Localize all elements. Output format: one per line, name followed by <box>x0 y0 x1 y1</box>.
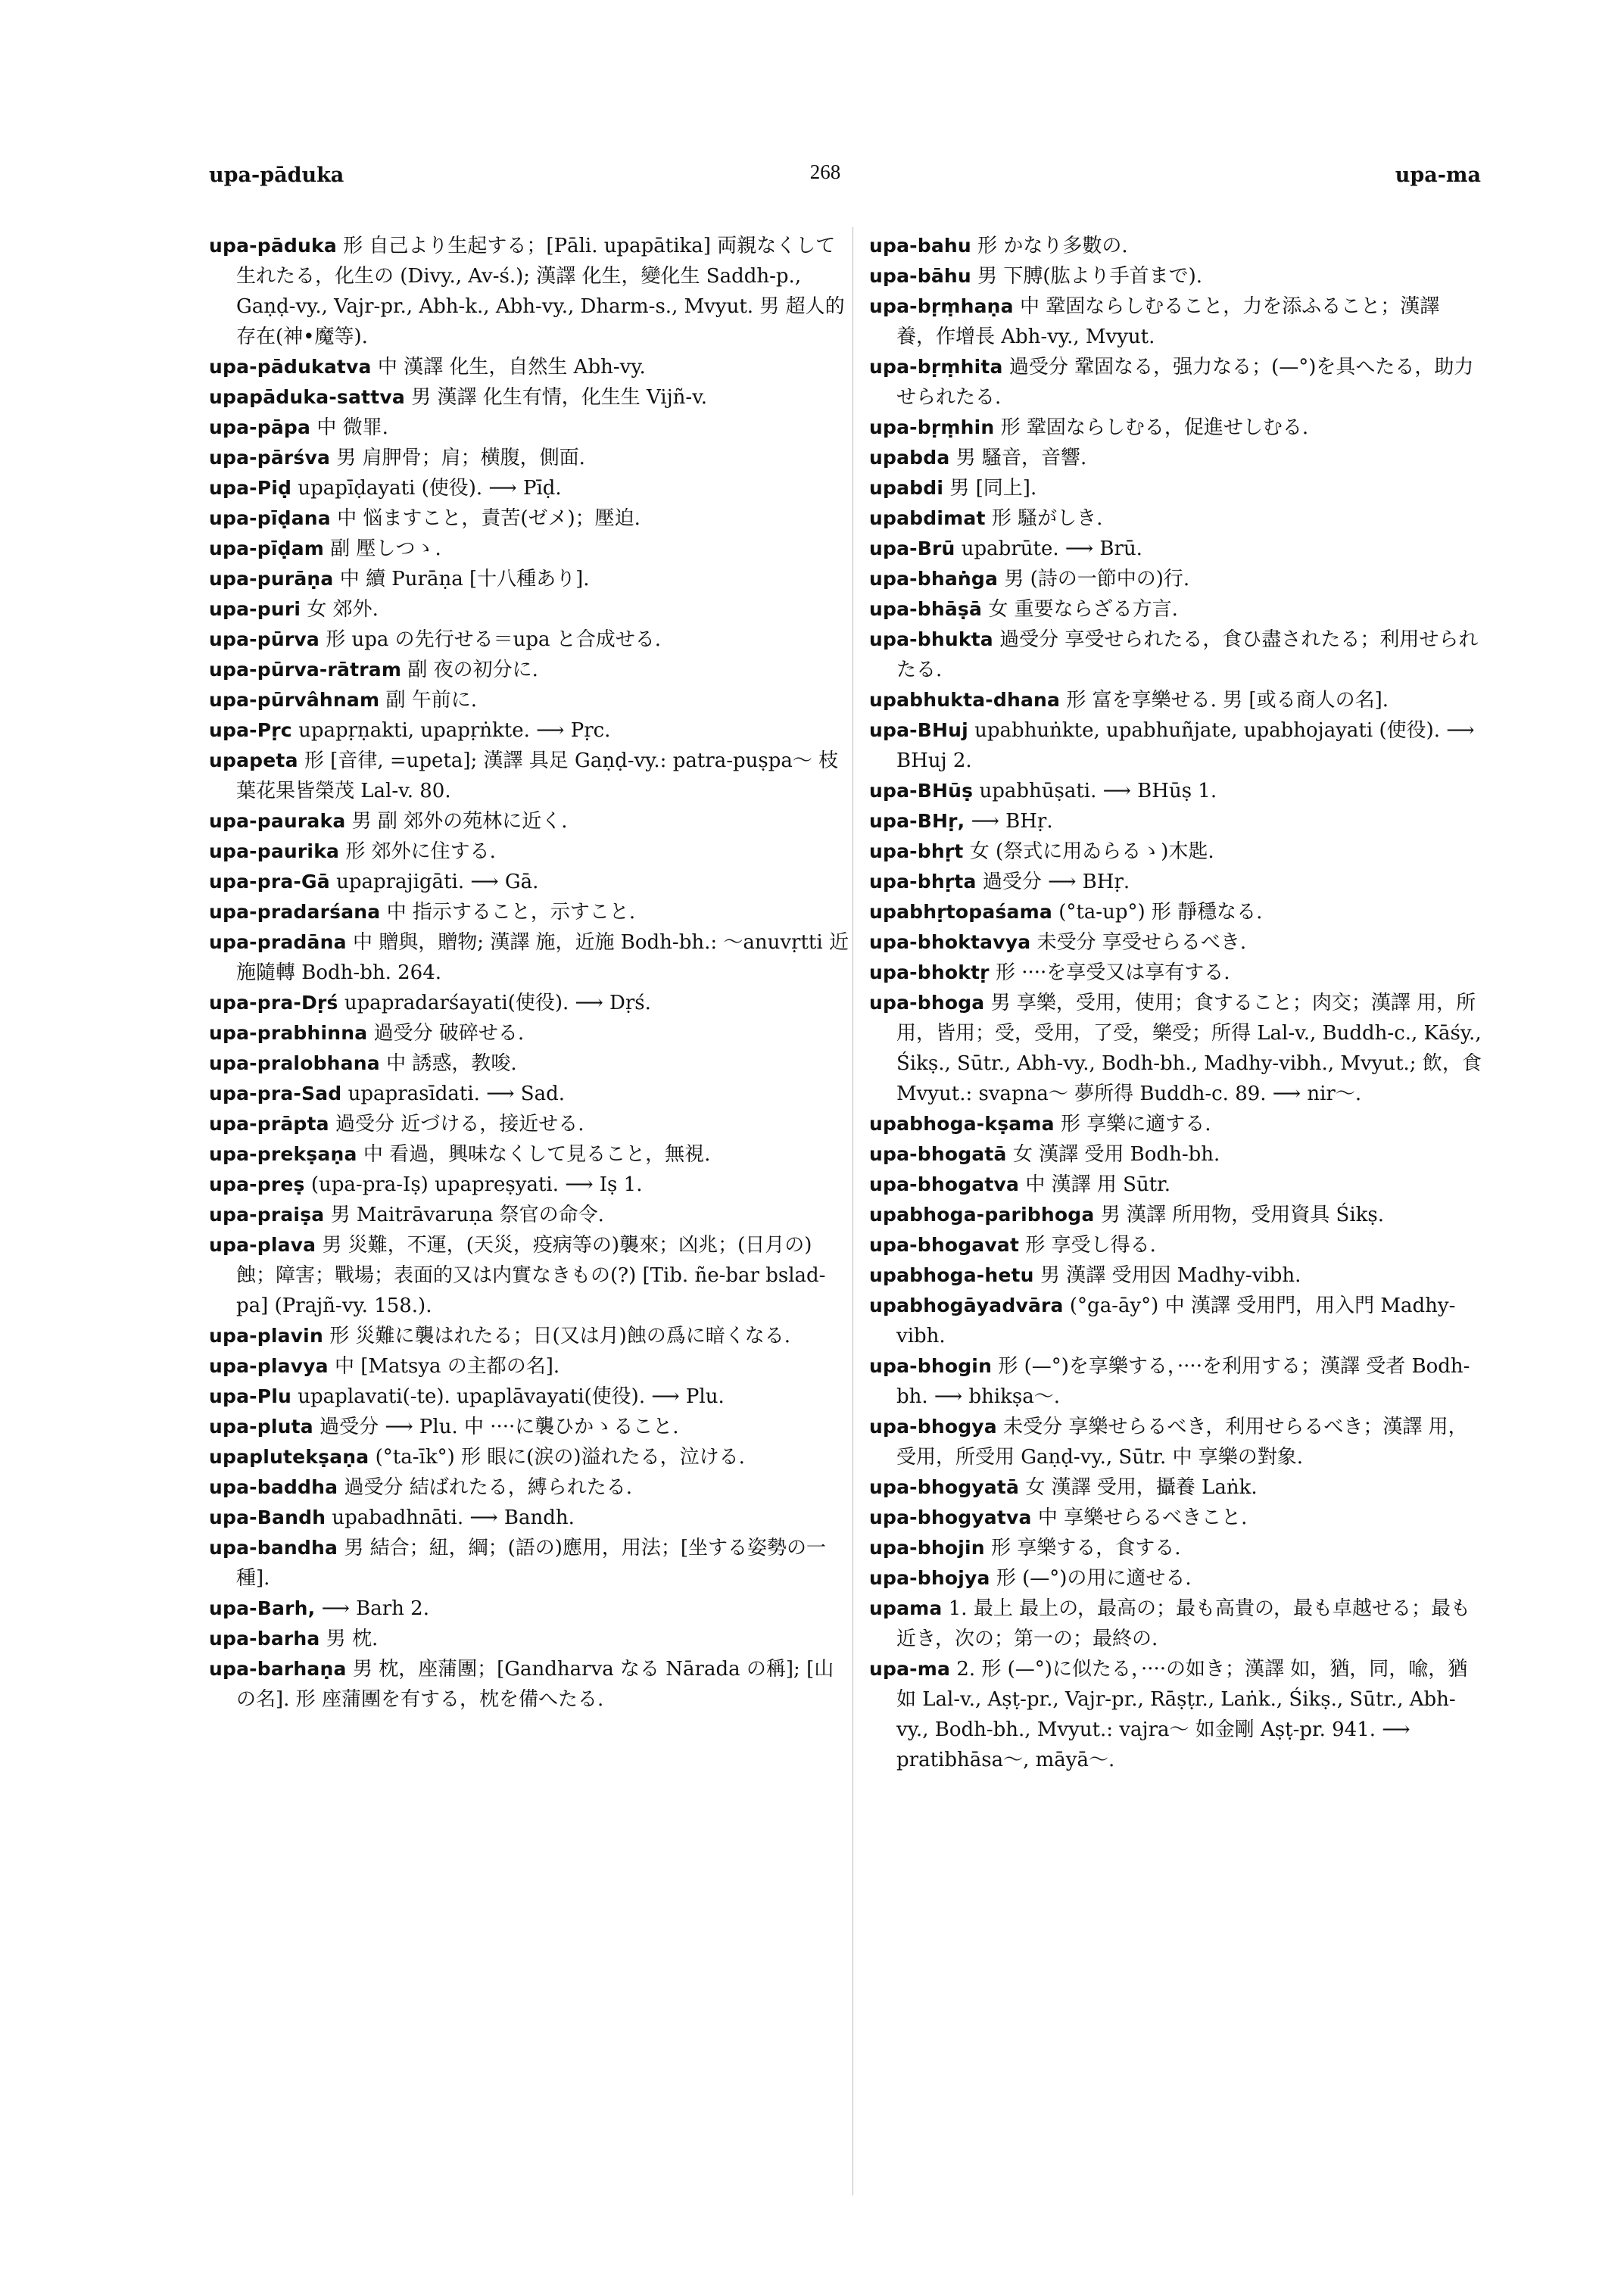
entry-headword: upa-barha <box>209 1628 320 1650</box>
entry-headword: upa-pra-Sad <box>209 1083 342 1104</box>
entry-definition: 過受分 享受せられたる，食ひ盡されたる；利用せられたる. <box>896 628 1479 681</box>
dictionary-entry <box>209 625 849 655</box>
entry-headword: upa-pradāna <box>209 931 347 953</box>
entry-headword: upa-Brū <box>869 537 955 559</box>
entry-definition: upabhuṅkte, upabhuñjate, upabhojayati (使役). ⟶ BHuj 2. <box>896 719 1475 772</box>
dictionary-entry <box>209 473 849 503</box>
dictionary-entry <box>209 1472 849 1503</box>
entry-definition: 形 災難に襲はれたる；日(又は月)蝕の爲に暗くなる. <box>329 1325 791 1347</box>
dictionary-entry <box>209 1382 849 1412</box>
entry-headword: upa-pīḍam <box>209 537 325 559</box>
entry-definition: 中 微罪. <box>316 416 388 439</box>
entry-definition: upaplavati(-te). upaplāvayati(使役). ⟶ Plu. <box>298 1385 725 1408</box>
entry-headword: upa-pārśva <box>209 447 331 469</box>
entry-definition: 形 郊外に住する. <box>345 840 496 863</box>
dictionary-entry <box>869 1139 1482 1170</box>
entry-definition: 男 享樂，受用，使用；食すること；肉交；漢譯 用，所用，皆用；受，受用，了受，樂受；所得 Lal-v., Buddh-c., Kāśy., Śikṣ., Sūtr., Abh-vy., Bodh-bh., Madhy-vibh., Mvyut.; 飲，食 Mvyut.: svapna〜 夢所得 Buddh-c. 89. ⟶ nir〜. <box>896 992 1482 1105</box>
entry-headword: upabhoga-hetu <box>869 1264 1034 1286</box>
entry-definition: 中 誘惑，教唆. <box>386 1052 517 1075</box>
dictionary-entry <box>869 1563 1482 1594</box>
dictionary-entry <box>869 1109 1482 1139</box>
entry-headword: upa-bandha <box>209 1537 338 1559</box>
dictionary-entry <box>209 1230 849 1321</box>
entry-headword: upa-prekṣaṇa <box>209 1143 357 1165</box>
dictionary-entry <box>869 413 1482 443</box>
dictionary-entry <box>209 685 849 715</box>
entry-headword: upa-bhogavat <box>869 1234 1020 1256</box>
dictionary-entry <box>209 1442 849 1472</box>
dictionary-entry <box>869 625 1482 685</box>
entry-definition: 男 [同上]. <box>949 477 1037 500</box>
entry-headword: upa-puri <box>209 598 301 620</box>
entry-definition: 2. 形 (—°)に似たる，····の如き；漢譯 如，猶，同，喩，猶如 Lal-v., Aṣṭ-pr., Vajr-pr., Rāṣṭr., Laṅk., Śikṣ., Sūtr., Abh-vy., Bodh-bh., Mvyut.: vajra〜 如金剛 Aṣṭ-pr. 941. ⟶ pratibhāsa〜, māyā〜. <box>896 1658 1468 1771</box>
dictionary-entry <box>869 1412 1482 1472</box>
entry-definition: upabadhnāti. ⟶ Bandh. <box>332 1506 575 1529</box>
dictionary-entry <box>869 261 1482 291</box>
entry-headword: upa-pradarśana <box>209 901 381 923</box>
entry-headword: upa-bhoga <box>869 992 985 1014</box>
dictionary-entry <box>209 867 849 897</box>
entry-headword: upa-baddha <box>209 1476 338 1498</box>
entry-definition: 中 享樂せらるべきこと. <box>1037 1506 1248 1529</box>
entry-headword: upabhogāyadvāra <box>869 1294 1064 1316</box>
entry-definition: 形 ····を享受又は享有する. <box>995 961 1230 984</box>
entry-headword: upabdi <box>869 477 944 499</box>
entry-headword: upa-BHṛ, <box>869 810 965 832</box>
dictionary-entry <box>209 1170 849 1200</box>
dictionary-entry <box>209 1139 849 1170</box>
entry-definition: 中 續 Purāṇa [十八種あり]. <box>339 568 590 590</box>
dictionary-entry <box>209 1018 849 1048</box>
dictionary-entry <box>209 231 849 352</box>
entry-headword: upabda <box>869 447 950 469</box>
entry-definition: 中 [Matsya の主都の名]. <box>335 1355 560 1378</box>
entry-headword: upa-plavin <box>209 1325 323 1347</box>
entry-headword: upa-prabhinna <box>209 1022 368 1044</box>
dictionary-entry <box>869 1260 1482 1291</box>
entry-definition: 男 漢譯 化生有情，化生生 Vijñ-v. <box>411 386 708 409</box>
entry-headword: upa-bhṛt <box>869 840 964 862</box>
dictionary-entry <box>209 413 849 443</box>
entry-definition: 形 自己より生起する；[Pāli. upapātika] 両親なくして生れたる，化生の (Divy., Av-ś.); 漢譯 化生，變化生 Saddh-p., Gaṇḍ-vy., Vajr-pr., Abh-k., Abh-vy., Dharm-s., Mvyut. 男 超人的存在(神•魔等). <box>236 235 845 348</box>
dictionary-entry <box>869 1472 1482 1503</box>
entry-headword: upa-pralobhana <box>209 1052 380 1074</box>
entry-definition: 過受分 結ばれたる，縛られたる. <box>344 1476 632 1499</box>
entry-headword: upama <box>869 1597 943 1619</box>
entry-headword: upa-pāpa <box>209 416 311 438</box>
dictionary-entry <box>869 897 1482 927</box>
entry-definition: (°ta-up°) 形 靜穩なる. <box>1058 901 1263 924</box>
dictionary-entry <box>209 443 849 473</box>
entry-definition: 過受分 破碎せる. <box>373 1022 525 1045</box>
dictionary-entry <box>209 1200 849 1230</box>
entry-headword: upa-barhaṇa <box>209 1658 347 1680</box>
dictionary-entry <box>869 594 1482 625</box>
dictionary-entry <box>209 1624 849 1654</box>
entry-headword: upa-pra-Gā <box>209 871 330 893</box>
entry-headword: upa-preṣ <box>209 1173 305 1195</box>
entry-definition: 未受分 享受せらるべき. <box>1036 931 1247 954</box>
entry-headword: upa-praiṣa <box>209 1204 325 1226</box>
entry-headword: upa-bhāṣā <box>869 598 983 620</box>
entry-headword: upa-bāhu <box>869 265 971 287</box>
entry-headword: upapeta <box>209 749 298 771</box>
dictionary-entry <box>869 837 1482 867</box>
entry-headword: upa-bhogyatā <box>869 1476 1020 1498</box>
dictionary-entry <box>209 1048 849 1079</box>
entry-headword: upa-BHūṣ <box>869 780 974 802</box>
entry-headword: upa-bhojya <box>869 1567 990 1589</box>
dictionary-entry <box>869 564 1482 594</box>
dictionary-entry <box>869 1291 1482 1351</box>
entry-headword: upa-bṛṃhita <box>869 356 1003 378</box>
entry-definition: 中 贈與，贈物; 漢譯 施，近施 Bodh-bh.: 〜anuvṛtti 近施隨轉 Bodh-bh. 264. <box>236 931 849 984</box>
entry-headword: upa-pluta <box>209 1416 313 1438</box>
entry-definition: 形 鞏固ならしむる，促進せしむる. <box>1000 416 1309 439</box>
entry-headword: upaplutekṣaṇa <box>209 1446 369 1468</box>
entry-headword: upa-pīḍana <box>209 507 331 529</box>
entry-headword: upa-pūrvâhnam <box>209 689 380 711</box>
entry-definition: 中 悩ますこと，責苦(ゼメ)；壓迫. <box>337 507 641 530</box>
entry-definition: 形 [音律, =upeta]; 漢譯 具足 Gaṇḍ-vy.: patra-puṣpa〜 枝葉花果皆榮茂 Lal-v. 80. <box>236 749 839 802</box>
dictionary-entry <box>869 503 1482 534</box>
dictionary-entry <box>209 1079 849 1109</box>
entry-definition: (°ga-āy°) 中 漢譯 受用門，用入門 Madhy-vibh. <box>896 1294 1456 1347</box>
entry-definition: upabrūte. ⟶ Brū. <box>961 537 1142 560</box>
entry-definition: 中 鞏固ならしむること，力を添ふること；漢譯 養，作增長 Abh-vy., Mvyut. <box>896 295 1440 348</box>
dictionary-entry <box>209 503 849 534</box>
entry-headword: upa-bhogatā <box>869 1143 1007 1165</box>
entry-definition: 中 漢譯 用 Sūtr. <box>1025 1173 1170 1196</box>
entry-definition: ⟶ BHṛ. <box>971 810 1053 833</box>
entry-headword: upa-pādukatva <box>209 356 372 378</box>
entry-definition: 女 郊外. <box>307 598 379 621</box>
entry-definition: 男 枕. <box>326 1628 379 1650</box>
dictionary-entry <box>869 1654 1482 1775</box>
entry-headword: upa-pra-Dṛś <box>209 992 338 1014</box>
entry-definition: 男 漢譯 所用物，受用資具 Śikṣ. <box>1100 1204 1385 1226</box>
entry-definition: 男 結合；紐，綱；(語の)應用，用法；[坐する姿勢の一種]. <box>236 1537 827 1590</box>
entry-headword: upabhṛtopaśama <box>869 901 1052 923</box>
entry-headword: upa-Plu <box>209 1385 292 1407</box>
entry-headword: upa-Pṛc <box>209 719 292 741</box>
entry-definition: 男 副 郊外の苑林に近く. <box>351 810 568 833</box>
page-number: 268 <box>809 160 841 183</box>
entry-definition: 形 享受し得る. <box>1025 1234 1156 1257</box>
dictionary-entry <box>869 1594 1482 1654</box>
entry-headword: upabdimat <box>869 507 986 529</box>
entry-headword: upa-purāṇa <box>209 568 334 590</box>
entry-headword: upa-pauraka <box>209 810 346 832</box>
running-head-left: upa-pāduka <box>209 164 344 187</box>
entry-headword: upa-bhogyatva <box>869 1506 1032 1528</box>
dictionary-entry <box>869 988 1482 1109</box>
entry-definition: (upa-pra-Iṣ) upapreṣyati. ⟶ Iṣ 1. <box>310 1173 643 1196</box>
entry-definition: 女 漢譯 受用，攝養 Laṅk. <box>1025 1476 1258 1499</box>
entry-headword: upa-pūrva-rātram <box>209 659 402 681</box>
entry-headword: upa-bṛṃhaṇa <box>869 295 1014 317</box>
entry-definition: upaprasīdati. ⟶ Sad. <box>348 1083 565 1105</box>
entry-definition: 女 (祭式に用ゐらるゝ)木匙. <box>969 840 1214 863</box>
entry-definition: 男 肩胛骨；肩；横腹，側面. <box>336 447 585 469</box>
entry-definition: 形 (—°)の用に適せる. <box>996 1567 1192 1590</box>
entry-definition: 男 騷音，音響. <box>955 447 1087 469</box>
entry-headword: upa-bhukta <box>869 628 993 650</box>
dictionary-entry <box>869 1170 1482 1200</box>
entry-definition: 1. 最上 最上の，最高の；最も高貴の，最も卓越せる；最も近き，次の；第一の；最終の. <box>896 1597 1471 1650</box>
dictionary-entry <box>209 564 849 594</box>
entry-definition: 中 看過，興味なくして見ること，無視. <box>363 1143 711 1166</box>
entry-headword: upa-Barh, <box>209 1597 316 1619</box>
entry-headword: upabhoga-paribhoga <box>869 1204 1095 1226</box>
dictionary-entry <box>869 776 1482 806</box>
dictionary-entry <box>209 715 849 746</box>
dictionary-entry <box>869 958 1482 988</box>
entry-definition: upaprajigāti. ⟶ Gā. <box>336 871 539 893</box>
dictionary-entry <box>209 1654 849 1715</box>
entry-headword: upa-bhogatva <box>869 1173 1020 1195</box>
entry-headword: upa-plava <box>209 1234 316 1256</box>
dictionary-entry <box>869 231 1482 261</box>
entry-definition: ⟶ Barh 2. <box>321 1597 429 1620</box>
entry-definition: upapīḍayati (使役). ⟶ Pīḍ. <box>298 477 562 500</box>
dictionary-entry <box>869 1533 1482 1563</box>
dictionary-entry <box>209 837 849 867</box>
entry-definition: 形 (—°)を享樂する，····を利用する；漢譯 受者 Bodh-bh. ⟶ bhikṣa〜. <box>896 1355 1470 1408</box>
entry-definition: 副 夜の初分に. <box>407 659 538 681</box>
entry-definition: 過受分 近づける，接近せる. <box>335 1113 584 1136</box>
entry-definition: 中 指示すること，示すこと. <box>386 901 636 924</box>
entry-definition: (°ta-īk°) 形 眼に(涙の)溢れたる，泣ける. <box>375 1446 745 1469</box>
entry-headword: upa-plavya <box>209 1355 329 1377</box>
dictionary-entry <box>209 927 849 988</box>
entry-definition: 男 災難，不運，(天災，疫病等の)襲來；凶兆；(日月の)蝕；障害；戰場；表面的又は内實なきもの(?) [Tib. ñe-bar bslad-pa] (Prajñ-vy. 158.). <box>236 1234 826 1317</box>
entry-definition: 過受分 鞏固なる，强力なる；(—°)を具へたる，助力せられたる. <box>896 356 1474 409</box>
entry-headword: upa-pūrva <box>209 628 320 650</box>
dictionary-entry <box>869 352 1482 413</box>
dictionary-entry <box>209 1533 849 1594</box>
dictionary-entry <box>869 1503 1482 1533</box>
dictionary-entry <box>209 897 849 927</box>
dictionary-entry <box>209 534 849 564</box>
entry-definition: 形 享樂に適する. <box>1060 1113 1211 1136</box>
dictionary-entry <box>869 685 1482 715</box>
entry-headword: upa-bahu <box>869 235 971 257</box>
dictionary-entry <box>209 746 849 806</box>
entry-headword: upa-BHuj <box>869 719 968 741</box>
entry-definition: 男 枕，座蒲團；[Gandharva なる Nārada の稱]; [山の名]. 形 座蒲團を有する，枕を備へたる. <box>236 1658 834 1711</box>
entry-headword: upa-bhogin <box>869 1355 993 1377</box>
dictionary-entry <box>869 291 1482 352</box>
entry-definition: 副 壓しつゝ. <box>330 537 441 560</box>
entry-headword: upa-ma <box>869 1658 951 1680</box>
entry-headword: upa-Bandh <box>209 1506 326 1528</box>
right-column <box>869 231 1482 1775</box>
dictionary-entry <box>209 988 849 1018</box>
dictionary-entry <box>209 655 849 685</box>
entry-headword: upa-bhaṅga <box>869 568 999 590</box>
entry-definition: 中 漢譯 化生，自然生 Abh-vy. <box>377 356 646 379</box>
left-column <box>209 231 849 1715</box>
entry-definition: 過受分 ⟶ Plu. 中 ····に襲ひかゝること. <box>320 1416 679 1438</box>
dictionary-entry <box>869 1230 1482 1260</box>
dictionary-entry <box>209 352 849 382</box>
entry-definition: 形 享樂する，食する. <box>991 1537 1181 1559</box>
entry-headword: upa-bhogya <box>869 1416 997 1438</box>
dictionary-entry <box>869 867 1482 897</box>
entry-definition: 過受分 ⟶ BHṛ. <box>982 871 1130 893</box>
dictionary-entry <box>869 473 1482 503</box>
entry-headword: upa-bhṛta <box>869 871 977 893</box>
dictionary-entry <box>209 1503 849 1533</box>
dictionary-entry <box>869 715 1482 776</box>
entry-definition: upabhūṣati. ⟶ BHūṣ 1. <box>979 780 1217 802</box>
dictionary-entry <box>869 927 1482 958</box>
running-head-right: upa-ma <box>1395 164 1481 187</box>
dictionary-entry <box>869 806 1482 837</box>
entry-headword: upa-bhoktṛ <box>869 961 990 983</box>
dictionary-entry <box>209 1321 849 1351</box>
entry-headword: upa-bṛṃhin <box>869 416 995 438</box>
entry-headword: upa-prāpta <box>209 1113 329 1135</box>
entry-definition: upapṛṇakti, upapṛṅkte. ⟶ Pṛc. <box>298 719 611 742</box>
entry-definition: 未受分 享樂せらるべき，利用せらるべき；漢譯 用，受用，所受用 Gaṇḍ-vy., Sūtr. 中 享樂の對象. <box>896 1416 1468 1469</box>
dictionary-entry <box>209 1412 849 1442</box>
dictionary-entry <box>209 1109 849 1139</box>
entry-definition: 男 漢譯 受用因 Madhy-vibh. <box>1040 1264 1301 1287</box>
dictionary-entry <box>209 594 849 625</box>
entry-definition: 男 下膊(肱より手首まで). <box>977 265 1202 288</box>
entry-definition: 女 漢譯 受用 Bodh-bh. <box>1012 1143 1220 1166</box>
entry-headword: upabhukta-dhana <box>869 689 1061 711</box>
entry-definition: 形 富を享樂せる. 男 [或る商人の名]. <box>1066 689 1389 712</box>
dictionary-entry <box>869 534 1482 564</box>
entry-definition: 副 午前に. <box>385 689 478 712</box>
entry-definition: 形 騷がしき. <box>991 507 1103 530</box>
entry-headword: upa-bhoktavya <box>869 931 1031 953</box>
dictionary-entry <box>869 443 1482 473</box>
dictionary-entry <box>209 382 849 413</box>
entry-definition: 形 かなり多數の. <box>977 235 1128 257</box>
dictionary-entry <box>209 1594 849 1624</box>
dictionary-entry <box>869 1200 1482 1230</box>
dictionary-entry <box>209 806 849 837</box>
entry-headword: upa-paurika <box>209 840 340 862</box>
entry-headword: upabhoga-kṣama <box>869 1113 1055 1135</box>
dictionary-entry <box>869 1351 1482 1412</box>
entry-headword: upa-pāduka <box>209 235 337 257</box>
entry-definition: 形 upa の先行せる＝upa と合成せる. <box>326 628 662 651</box>
entry-definition: 男 (詩の一節中の)行. <box>1004 568 1190 590</box>
entry-definition: 女 重要ならざる方言. <box>988 598 1178 621</box>
entry-headword: upa-bhojin <box>869 1537 985 1559</box>
entry-definition: upapradarśayati(使役). ⟶ Dṛś. <box>344 992 651 1014</box>
dictionary-entry <box>209 1351 849 1382</box>
entry-headword: upapāduka-sattva <box>209 386 405 408</box>
entry-definition: 男 Maitrāvaruṇa 祭官の命令. <box>330 1204 604 1226</box>
entry-headword: upa-Piḍ <box>209 477 292 499</box>
